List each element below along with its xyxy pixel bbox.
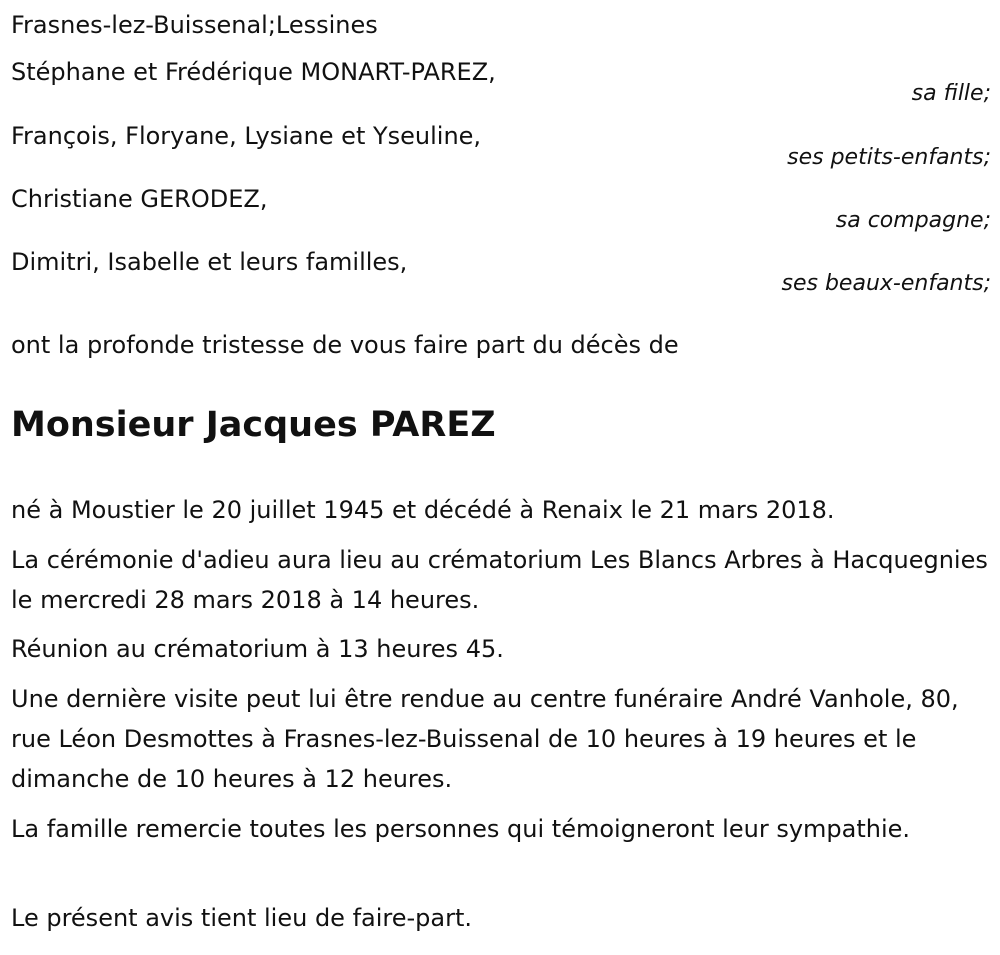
relative-name: François, Floryane, Lysiane et Yseuline,	[11, 122, 482, 150]
location-line: Frasnes-lez-Buissenal;Lessines	[11, 11, 378, 39]
relative-role: ses beaux-enfants;	[781, 271, 991, 296]
relative-entry	[11, 52, 991, 114]
relative-name: Christiane GERODEZ,	[11, 185, 268, 213]
announcement-intro: ont la profonde tristesse de vous faire part du décès de	[11, 331, 679, 359]
deceased-name: Monsieur Jacques PAREZ	[11, 405, 496, 445]
relative-entry	[11, 242, 991, 304]
relative-name: Dimitri, Isabelle et leurs familles,	[11, 248, 408, 276]
visit-paragraph: Une dernière visite peut lui être rendue au centre funéraire André Vanhole, 80, rue Léon Desmottes à Frasnes-lez-Buissenal de 10 heures à 19 heures et le dimanche de 10 heures à 12 heures.	[11, 685, 959, 793]
ceremony-paragraph: La cérémonie d'adieu aura lieu au crématorium Les Blancs Arbres à Hacquegnies le mercredi 28 mars 2018 à 14 heures.	[11, 546, 988, 614]
relative-role: sa compagne;	[835, 208, 991, 233]
relative-entry	[11, 116, 991, 178]
obituary-notice	[11, 0, 991, 955]
thanks-paragraph: La famille remercie toutes les personnes qui témoigneront leur sympathie.	[11, 815, 911, 843]
birth-death-paragraph: né à Moustier le 20 juillet 1945 et décédé à Renaix le 21 mars 2018.	[11, 496, 835, 524]
meeting-paragraph: Réunion au crématorium à 13 heures 45.	[11, 635, 504, 663]
relative-name: Stéphane et Frédérique MONART-PAREZ,	[11, 58, 496, 86]
notice-paragraph: Le présent avis tient lieu de faire-part.	[11, 904, 473, 932]
relative-role: ses petits-enfants;	[787, 145, 991, 170]
relative-entry	[11, 179, 991, 241]
relative-role: sa fille;	[911, 81, 991, 106]
